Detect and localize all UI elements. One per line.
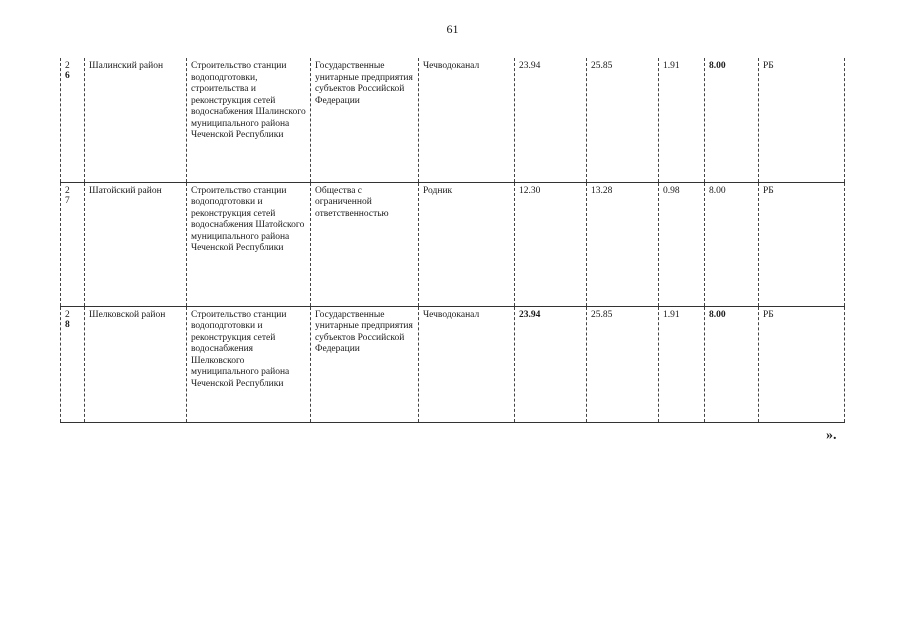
value-2-cell: 13.28: [587, 182, 659, 306]
owner-type-cell: Государственные унитарные предприятия субъектов Российской Федерации: [311, 58, 419, 182]
table-row: [61, 182, 845, 306]
district-cell: Шатойский район: [85, 182, 187, 306]
value-4-cell: 8.00: [705, 306, 759, 422]
row-number-bottom: 7: [65, 195, 70, 206]
value-1-cell: 23.94: [515, 58, 587, 182]
operator-cell: Родник: [419, 182, 515, 306]
row-number-bottom: 8: [65, 319, 70, 330]
value-2-cell: 25.85: [587, 58, 659, 182]
owner-type-cell: Общества с ограниченной ответственностью: [311, 182, 419, 306]
value-3-cell: 1.91: [659, 58, 705, 182]
row-number: [61, 182, 85, 306]
owner-type-cell: Государственные унитарные предприятия субъектов Российской Федерации: [311, 306, 419, 422]
table-row: [61, 58, 845, 182]
operator-cell: Чечводоканал: [419, 306, 515, 422]
row-number: [61, 58, 85, 182]
investment-program-table: [60, 58, 845, 423]
budget-cell: РБ: [759, 182, 845, 306]
value-1-cell: 23.94: [515, 306, 587, 422]
row-number: [61, 306, 85, 422]
value-4-cell: 8.00: [705, 182, 759, 306]
row-number-top: 2: [65, 185, 70, 196]
value-4-cell: 8.00: [705, 58, 759, 182]
project-cell: Строительство станции водоподготовки и реконструкция сетей водоснабжения Шатойского муниципального района Чеченской Республики: [187, 182, 311, 306]
operator-cell: Чечводоканал: [419, 58, 515, 182]
budget-cell: РБ: [759, 58, 845, 182]
row-number-top: 2: [65, 61, 70, 71]
page-number: 61: [446, 22, 459, 36]
table-row: [61, 306, 845, 422]
district-cell: Шелковской район: [85, 306, 187, 422]
project-cell: Строительство станции водоподготовки, строительства и реконструкция сетей водоснабжения Шалинского муниципального района Чеченской Республики: [187, 58, 311, 182]
row-number-bottom: 6: [65, 71, 70, 81]
value-1-cell: 12.30: [515, 182, 587, 306]
value-2-cell: 25.85: [587, 306, 659, 422]
value-3-cell: 0.98: [659, 182, 705, 306]
project-cell: Строительство станции водоподготовки и реконструкция сетей водоснабжения Шелковского муниципального района Чеченской Республики: [187, 306, 311, 422]
row-number-top: 2: [65, 309, 70, 320]
value-3-cell: 1.91: [659, 306, 705, 422]
budget-cell: РБ: [759, 306, 845, 422]
district-cell: Шалинский район: [85, 58, 187, 182]
closing-quote-mark: ».: [826, 428, 837, 443]
